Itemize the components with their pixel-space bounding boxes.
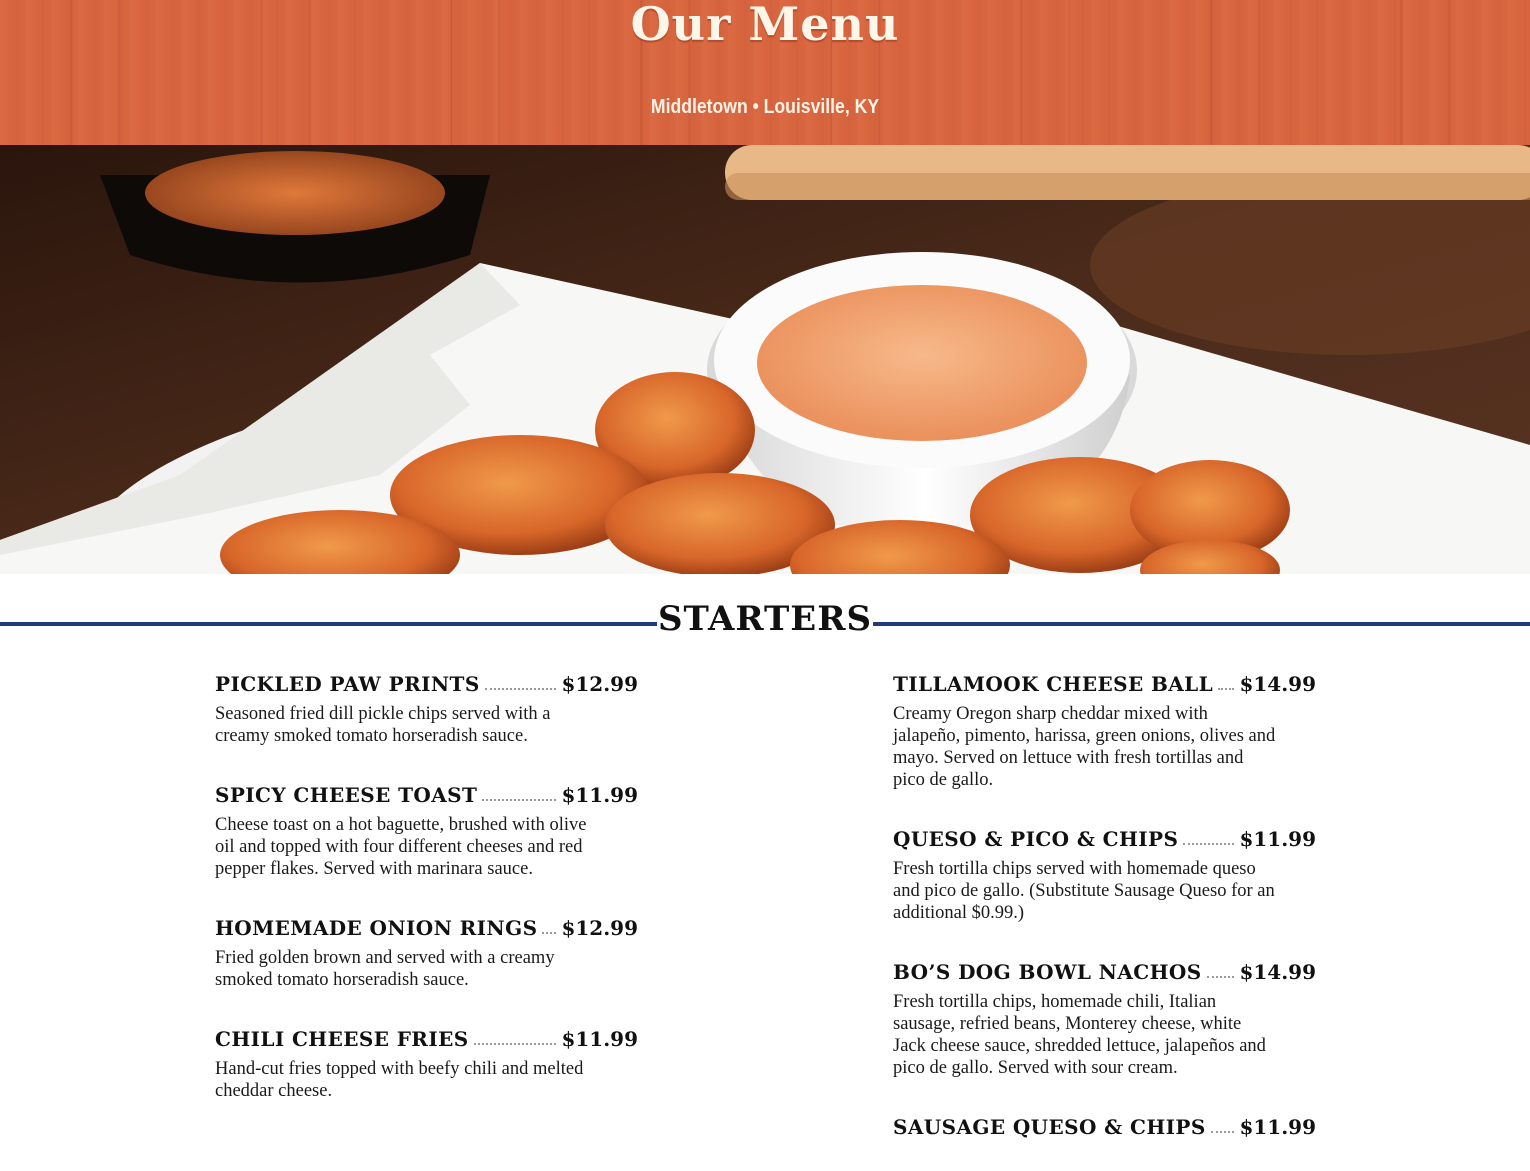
- item-description: Fried golden brown and served with a creamy smoked tomato horseradish sauce.: [215, 948, 555, 990]
- item-description: Cheese toast on a hot baguette, brushed with olive oil and topped with four different cheeses and red pepper flakes. Served with marinara sauce.: [215, 815, 587, 879]
- section-rule-right: [873, 622, 1530, 626]
- item-name: TILLAMOOK CHEESE BALL: [893, 672, 1214, 696]
- item-name: HOMEMADE ONION RINGS: [215, 916, 538, 940]
- menu-item: [215, 779, 638, 880]
- item-name: BO’S DOG BOWL NACHOS: [893, 960, 1202, 984]
- item-description: Hand-cut fries topped with beefy chili and melted cheddar cheese.: [215, 1059, 584, 1101]
- item-description: Creamy Oregon sharp cheddar mixed with jalapeño, pimento, harissa, green onions, olives and mayo. Served on lettuce with fresh tortillas and pico de gallo.: [893, 704, 1276, 790]
- leader-dots: [482, 799, 556, 801]
- item-price: $11.99: [561, 1027, 638, 1051]
- leader-dots: [485, 688, 557, 690]
- menu-item: [215, 912, 638, 991]
- menu-column-right: [893, 668, 1316, 1171]
- item-description: Fresh tortilla chips served with homemade queso and pico de gallo. (Substitute Sausage Queso for an additional $0.99.): [893, 859, 1275, 923]
- page-title: Our Menu: [630, 0, 900, 51]
- menu-item: [893, 823, 1316, 924]
- leader-dots: [474, 1043, 557, 1045]
- item-price: $14.99: [1239, 672, 1316, 696]
- item-price: $11.99: [1239, 827, 1316, 851]
- menu-item: [893, 668, 1316, 791]
- header-banner: [0, 0, 1530, 145]
- leader-dots: [1218, 688, 1234, 690]
- menu-item: [893, 956, 1316, 1079]
- item-name: CHILI CHEESE FRIES: [215, 1027, 469, 1051]
- item-price: $11.99: [561, 783, 638, 807]
- leader-dots: [1211, 1131, 1235, 1133]
- item-name: QUESO & PICO & CHIPS: [893, 827, 1179, 851]
- menu-item: [893, 1111, 1316, 1139]
- menu-column-left: [215, 668, 638, 1134]
- item-price: $12.99: [561, 916, 638, 940]
- leader-dots: [1207, 976, 1235, 978]
- location-subtitle: Middletown • Louisville, KY: [650, 96, 880, 118]
- menu-item: [215, 668, 638, 747]
- item-description: Seasoned fried dill pickle chips served with a creamy smoked tomato horseradish sauce.: [215, 704, 551, 746]
- item-description: Fresh tortilla chips, homemade chili, Italian sausage, refried beans, Monterey cheese, white Jack cheese sauce, shredded lettuce, jalapeños and pico de gallo. Served with sour cream.: [893, 992, 1266, 1078]
- section-rule-left: [0, 622, 657, 626]
- item-name: SPICY CHEESE TOAST: [215, 783, 478, 807]
- item-name: SAUSAGE QUESO & CHIPS: [893, 1115, 1206, 1139]
- item-price: $14.99: [1239, 960, 1316, 984]
- leader-dots: [1183, 843, 1234, 845]
- item-price: $11.99: [1239, 1115, 1316, 1139]
- hero-food-image: [0, 145, 1530, 574]
- menu-item: [215, 1023, 638, 1102]
- fried-pickles-illustration: [0, 145, 1530, 574]
- item-name: PICKLED PAW PRINTS: [215, 672, 480, 696]
- item-price: $12.99: [561, 672, 638, 696]
- leader-dots: [542, 932, 556, 934]
- section-title: STARTERS: [657, 599, 873, 639]
